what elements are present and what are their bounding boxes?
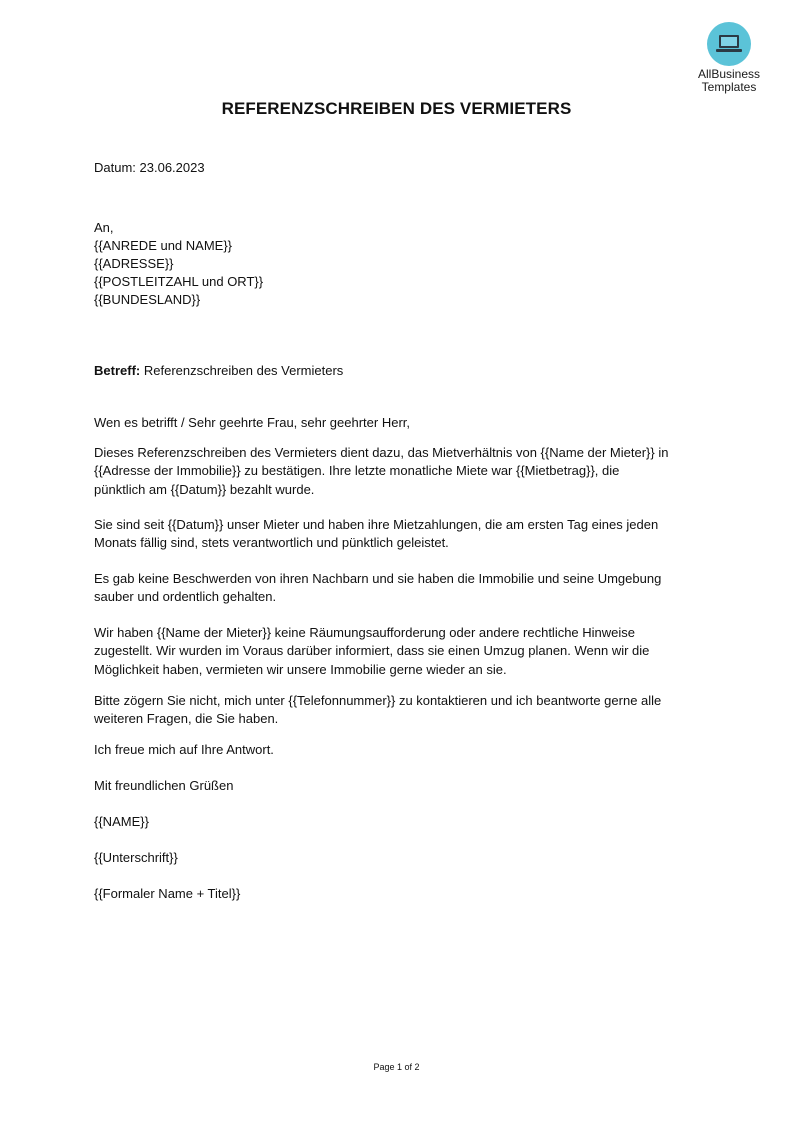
date-line: Datum: 23.06.2023 xyxy=(94,160,205,175)
recipient-line: An, xyxy=(94,220,114,235)
salutation: Wen es betrifft / Sehr geehrte Frau, sehr geehrter Herr, xyxy=(94,415,411,430)
paragraph-line: Bitte zögern Sie nicht, mich unter {{Telefonnummer}} zu kontaktieren und ich beantworte gerne alle xyxy=(94,693,662,708)
paragraph xyxy=(94,692,694,729)
greeting: Mit freundlichen Grüßen xyxy=(94,778,234,793)
paragraph xyxy=(94,624,694,679)
subject-label: Betreff: xyxy=(94,363,141,378)
paragraph-line: sauber und ordentlich gehalten. xyxy=(94,589,277,605)
paragraph-line: {{Adresse der Immobilie}} zu bestätigen. Ihre letzte monatliche Miete war {{Mietbetrag}}, die xyxy=(94,463,620,479)
paragraph-line: pünktlich am {{Datum}} bezahlt wurde. xyxy=(94,481,315,497)
paragraph xyxy=(94,570,694,607)
logo-name: AllBusiness xyxy=(697,67,761,81)
paragraph-line: Es gab keine Beschwerden von ihren Nachbarn und sie haben die Immobilie und seine Umgebung xyxy=(94,571,662,586)
laptop-icon xyxy=(707,22,751,66)
recipient-line: {{BUNDESLAND}} xyxy=(94,292,201,307)
document-title: REFERENZSCHREIBEN DES VERMIETERS xyxy=(221,99,572,118)
paragraph-line: zugestellt. Wir wurden im Voraus darüber informiert, dass sie einen Umzug planen. Wenn wir die xyxy=(94,643,650,659)
allbusiness-logo xyxy=(693,22,765,94)
subject-text: Referenzschreiben des Vermieters xyxy=(143,363,344,378)
paragraph-line: Wir haben {{Name der Mieter}} keine Räumungsaufforderung oder andere rechtliche Hinweise xyxy=(94,625,636,640)
sender-name: {{NAME}} xyxy=(94,814,149,829)
recipient-line: {{ANREDE und NAME}} xyxy=(94,238,233,253)
paragraph-line: Sie sind seit {{Datum}} unser Mieter und haben ihre Mietzahlungen, die am ersten Tag eines jeden xyxy=(94,517,659,532)
formal-name: {{Formaler Name + Titel}} xyxy=(94,886,241,901)
paragraph-line: weiteren Fragen, die Sie haben. xyxy=(94,711,279,727)
closing-line: Ich freue mich auf Ihre Antwort. xyxy=(94,742,274,757)
paragraph-line: Monats fällig sind, stets verantwortlich und pünktlich geleistet. xyxy=(94,535,449,551)
paragraph-line: Dieses Referenzschreiben des Vermieters dient dazu, das Mietverhältnis von {{Name der Mieter}} in xyxy=(94,445,669,460)
recipient-line: {{ADRESSE}} xyxy=(94,256,174,271)
signature: {{Unterschrift}} xyxy=(94,850,178,865)
logo-sub: Templates xyxy=(701,80,757,94)
paragraph-line: Möglichkeit haben, vermieten wir unsere Immobilie gerne wieder an sie. xyxy=(94,661,507,677)
paragraph xyxy=(94,516,694,553)
page-number: Page 1 of 2 xyxy=(373,1062,420,1072)
paragraph xyxy=(94,444,694,499)
recipient-line: {{POSTLEITZAHL und ORT}} xyxy=(94,274,264,289)
subject-line xyxy=(94,362,343,380)
